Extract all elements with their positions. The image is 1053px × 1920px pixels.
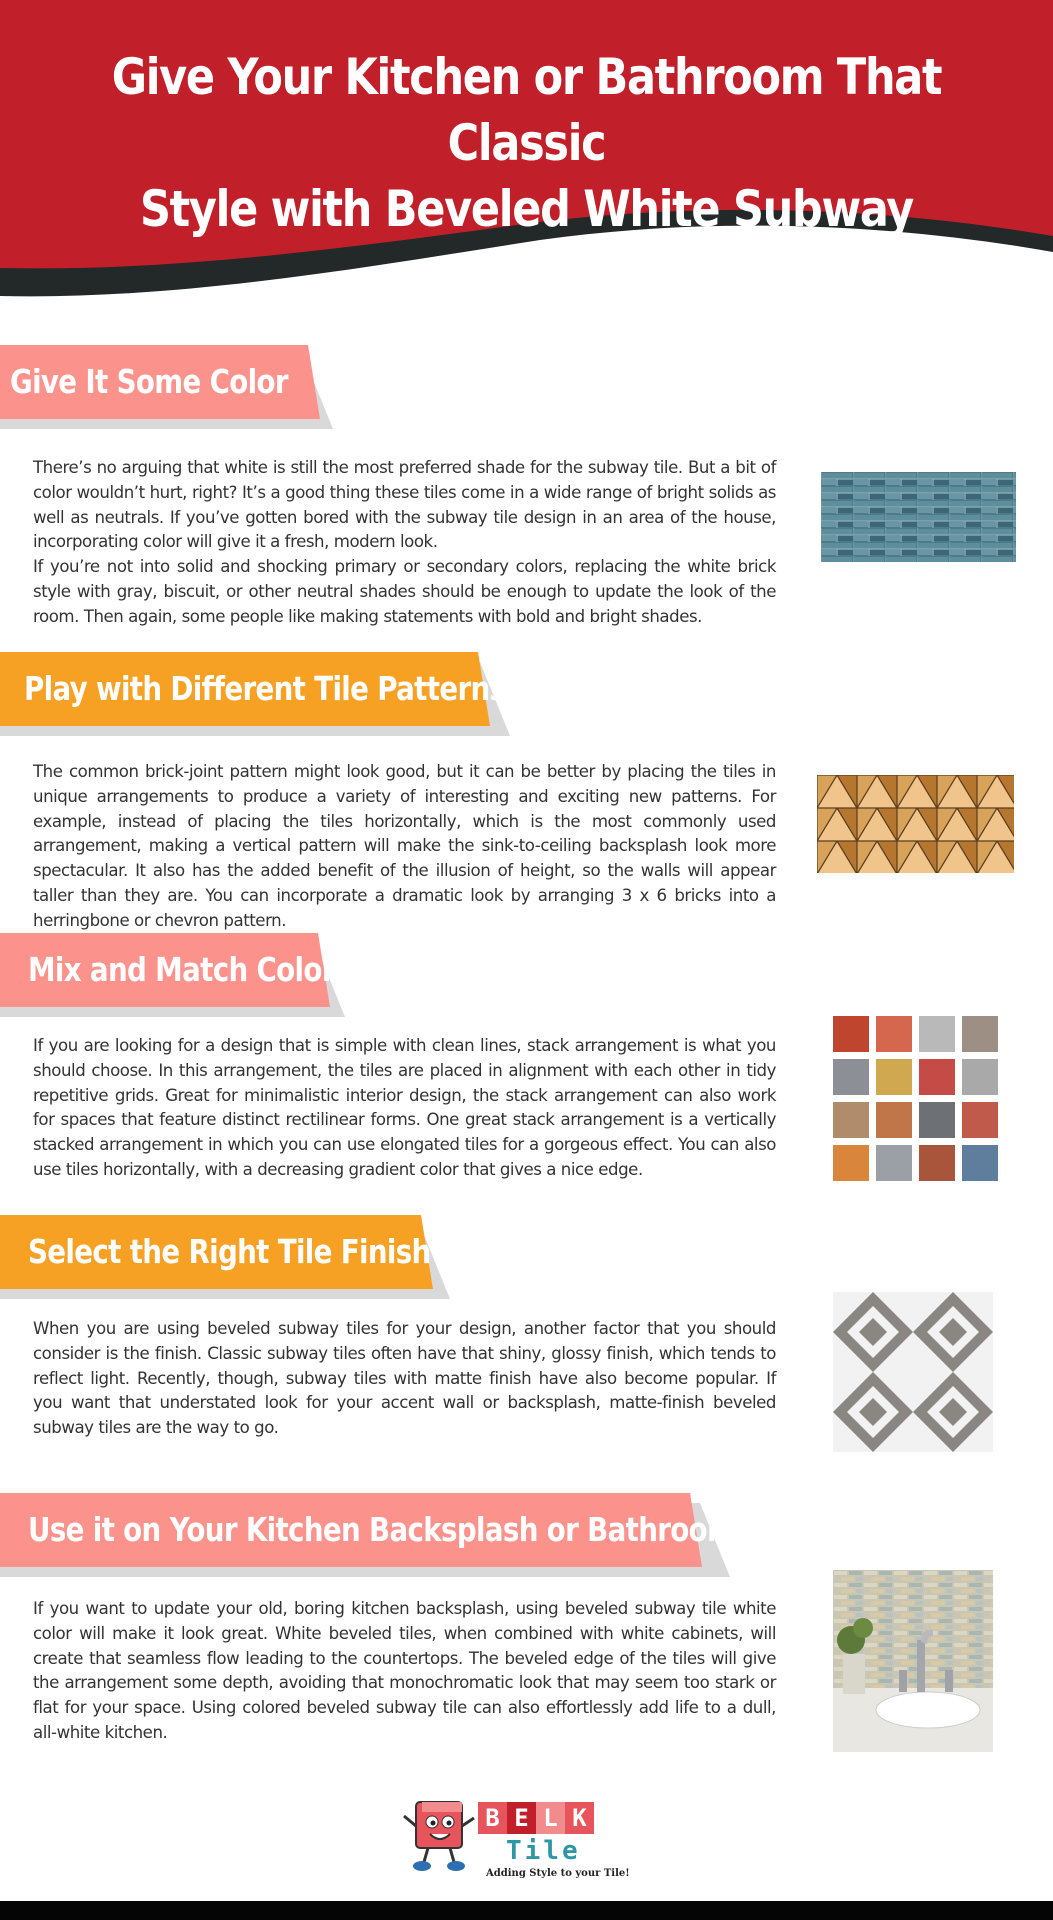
section-text-finish — [33, 1317, 776, 1441]
header-banner — [0, 0, 1053, 304]
section-banner-kitchen — [0, 1493, 736, 1567]
section-banner-patterns — [0, 652, 510, 726]
section-banner-mix — [0, 933, 351, 1007]
tile-mascot-icon — [400, 1796, 480, 1876]
tile-swatch-grid-image — [833, 1016, 999, 1183]
section-text-patterns — [33, 760, 776, 934]
section-heading: Play with Different Tile Patterns — [24, 669, 506, 708]
section-heading: Use it on Your Kitchen Backsplash or Bathroom — [28, 1510, 736, 1549]
paragraph: If you want to update your old, boring kitchen backsplash, using beveled subway tile white color will make it look great. White beveled tiles, when combined with white cabinets, will create that seamless flow leading to the countertops. The beveled edge of the tiles will give the arrangement some depth, avoiding that monochromatic look that may seem too stark or flat for your space. Using colored beveled subway tile can also effortlessly add life to a dull, all-white kitchen. — [33, 1599, 776, 1742]
logo-letter: B — [478, 1802, 507, 1834]
section-heading: Select the Right Tile Finish — [28, 1232, 431, 1271]
section-banner-finish — [0, 1215, 450, 1289]
page-title-line2: Style with Beveled White Subway Tile — [139, 180, 914, 304]
logo-letter: E — [507, 1802, 536, 1834]
paragraph: If you’re not into solid and shocking primary or secondary colors, replacing the white brick style with gray, biscuit, or other neutral shades should be enough to update the look of the room. Then again, some people like making statements with bold and bright shades. — [33, 557, 776, 626]
footer-bar — [0, 1901, 1053, 1920]
paragraph: When you are using beveled subway tiles for your design, another factor that you should consider is the finish. Classic subway tiles often have that shiny, glossy finish, which tends to reflect light. Recently, though, subway tiles with matte finish have also become popular. If you want that understated look for your accent wall or backsplash, matte-finish beveled subway tiles are the way to go. — [33, 1319, 776, 1438]
section-text-kitchen — [33, 1597, 776, 1746]
section-text-mix — [33, 1034, 776, 1183]
belk-tile-logo — [400, 1796, 630, 1886]
section-text-color — [33, 456, 776, 630]
logo-letter: L — [536, 1802, 565, 1834]
page-title-line1: Give Your Kitchen or Bathroom That Classic — [111, 48, 942, 172]
paragraph: The common brick-joint pattern might look good, but it can be better by placing the tiles in unique arrangements to produce a variety of interesting and exciting new patterns. For example, instead of placing the tiles horizontally, which is the most commonly used arrangement, making a vertical pattern will make the sink-to-ceiling backsplash look more spectacular. It also has the added benefit of the illusion of height, so the walls will appear taller than they are. You can incorporate a dramatic look by arranging 3 x 6 bricks into a herringbone or chevron pattern. — [33, 762, 776, 930]
gray-diamond-tile-image — [833, 1292, 993, 1452]
section-heading: Give It Some Color — [10, 362, 288, 401]
paragraph: There’s no arguing that white is still the most preferred shade for the subway tile. But a bit of color wouldn’t hurt, right? It’s a good thing these tiles come in a wide range of bright solids as well as neutrals. If you’ve gotten bored with the subway tile design in an area of the house, incorporating color will give it a fresh, modern look. — [33, 458, 776, 552]
teal-subway-tile-image — [821, 472, 1016, 562]
logo-tagline: Adding Style to your Tile! — [486, 1868, 630, 1879]
triangle-tile-pattern-image — [817, 775, 1014, 873]
page-title — [108, 44, 945, 308]
section-banner-color — [0, 345, 335, 419]
logo-letter: K — [565, 1802, 594, 1834]
bathroom-sink-backsplash-image — [833, 1570, 993, 1752]
paragraph: If you are looking for a design that is simple with clean lines, stack arrangement is what you should choose. In this arrangement, the tiles are placed in alignment with each other in tidy repetitive grids. Great for minimalistic interior design, the stack arrangement can also work for spaces that feature distinct rectilinear forms. One great stack arrangement is a vertically stacked arrangement in which you can use elongated tiles for a gorgeous effect. You can also use tiles horizontally, with a decreasing gradient color that gives a nice edge. — [33, 1036, 776, 1179]
logo-tile-word: Tile — [506, 1836, 581, 1866]
logo-wordmark — [478, 1802, 594, 1834]
section-heading: Mix and Match Colors — [28, 950, 351, 989]
